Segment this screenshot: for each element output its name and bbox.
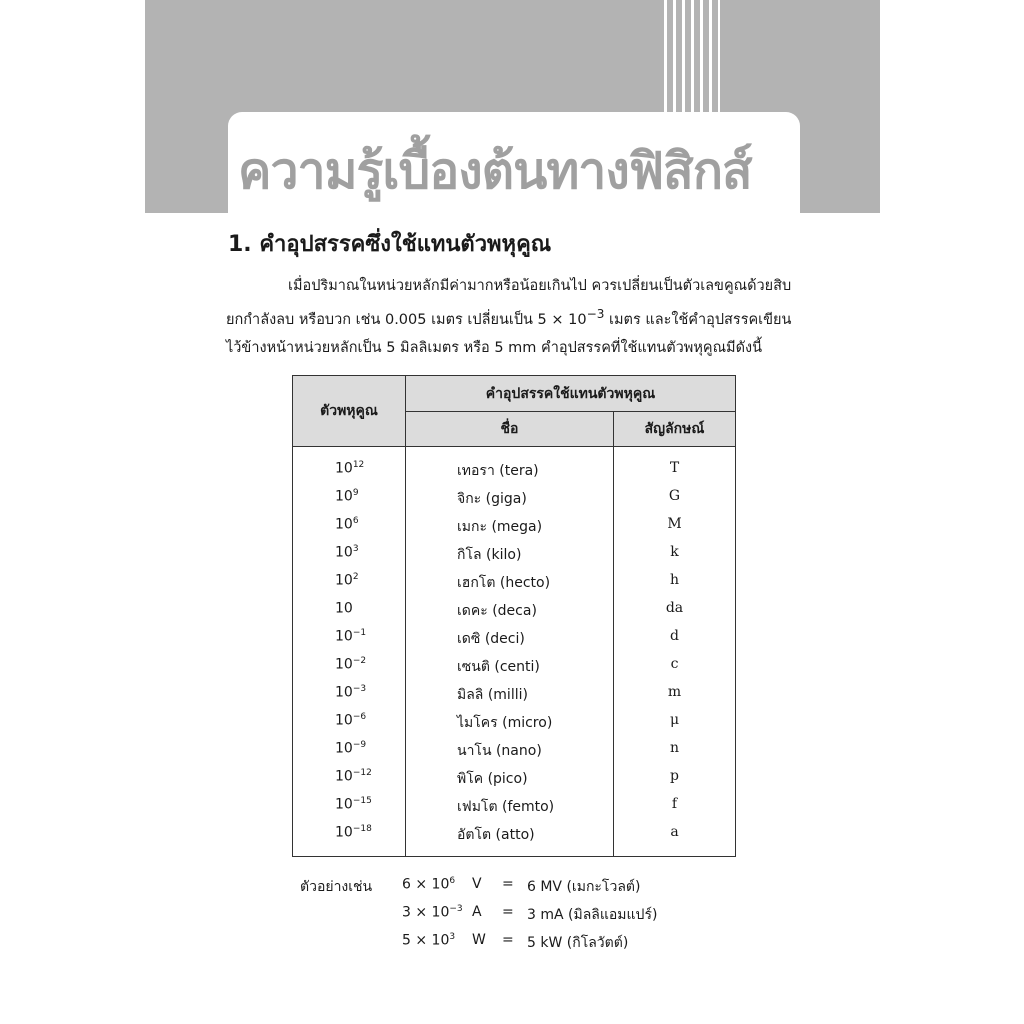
prefix-name-cell: เซนติ (centi) [457,659,540,675]
prefix-name-cell: เฟมโต (femto) [457,799,555,815]
example-unit: W [472,932,486,948]
factor-base: 10 [335,768,353,785]
factor-cell [335,740,366,757]
example-value-exponent: 3 [449,932,456,942]
factor-base: 10 [335,824,353,841]
example-unit: A [472,904,482,920]
example-equals: = [502,876,514,892]
factor-exponent: −6 [352,712,367,722]
prefix-name-cell: อัตโต (atto) [457,827,535,843]
factor-exponent: −1 [352,628,367,638]
factor-base: 10 [335,488,353,505]
prefix-symbol-cell: T [669,460,680,476]
factor-exponent: 3 [352,544,359,554]
example-value [402,932,455,949]
factor-cell [335,768,372,785]
example-value [402,904,463,921]
prefix-name-cell: จิกะ (giga) [457,491,527,507]
prefix-symbol-cell: h [669,572,680,588]
factor-exponent: −2 [352,656,367,666]
factor-exponent: −3 [352,684,367,694]
chapter-title: ความรู้เบื้องต้นทางฟิสิกส์ [238,142,752,200]
factor-base: 10 [335,544,353,561]
factor-cell [335,460,364,477]
example-value-base: 5 × 10 [402,932,450,949]
example-value-exponent: −3 [449,904,463,914]
example-result: 6 MV (เมกะโวลต์) [527,879,641,895]
factor-cell [335,656,366,673]
table-row [293,654,735,682]
prefix-symbol-cell: a [670,824,679,840]
example-value-base: 3 × 10 [402,904,450,921]
table-row [293,794,735,822]
factor-exponent: −15 [352,796,372,806]
prefix-name-cell: ไมโคร (micro) [457,715,553,731]
table-row [293,766,735,794]
table-body [293,458,735,850]
factor-base: 10 [335,712,353,729]
prefix-name-cell: พิโค (pico) [457,771,528,787]
factor-cell [335,712,366,729]
table-row [293,458,735,486]
factor-base: 10 [335,656,353,673]
factor-cell [335,796,372,813]
prefix-symbol-cell: d [670,628,679,644]
header-name: ชื่อ [406,412,614,447]
factor-cell [335,488,359,505]
table-row [293,822,735,850]
example-value-exponent: 6 [449,876,456,886]
example-value-base: 6 × 10 [402,876,450,893]
prefix-symbol-cell: G [668,488,681,504]
intro-paragraph [226,272,804,362]
header-prefix: คำอุปสรรคใช้แทนตัวพหุคูณ [406,376,735,412]
example-equals: = [502,904,514,920]
table-row [293,682,735,710]
example-result: 5 kW (กิโลวัตต์) [527,935,629,951]
factor-cell [335,628,366,645]
intro-line-3: ไว้ข้างหน้าหน่วยหลักเป็น 5 มิลลิเมตร หรือ 5 mm คำอุปสรรคที่ใช้แทนตัวพหุคูณมีดังนี้ [226,339,763,356]
prefix-symbol-cell: c [670,656,679,672]
header-symbol: สัญลักษณ์ [614,412,735,447]
prefix-name-cell: กิโล (kilo) [457,547,522,563]
table-row [293,542,735,570]
example-equals: = [502,932,514,948]
prefix-symbol-cell: p [670,768,679,784]
factor-base: 10 [335,572,353,589]
prefix-symbol-cell: da [665,600,684,616]
table-row [293,486,735,514]
table-row [293,626,735,654]
factor-base: 10 [335,460,353,477]
factor-exponent: 2 [352,572,359,582]
header-factor: ตัวพหุคูณ [293,376,406,447]
prefix-name-cell: เฮกโต (hecto) [457,575,551,591]
table-row [293,514,735,542]
table-row [293,570,735,598]
prefix-symbol-cell: m [667,684,682,700]
factor-exponent: −9 [352,740,367,750]
examples-label: ตัวอย่างเช่น [300,879,373,895]
example-unit: V [472,876,482,892]
factor-cell [335,824,372,841]
factor-exponent: −12 [352,768,372,778]
factor-exponent: 12 [352,460,365,470]
factor-base: 10 [335,516,353,533]
prefix-name-cell: เมกะ (mega) [457,519,543,535]
factor-base: 10 [335,684,353,701]
factor-cell [335,572,359,589]
table-row [293,598,735,626]
factor-exponent: 9 [352,488,359,498]
intro-line-1: เมื่อปริมาณในหน่วยหลักมีค่ามากหรือน้อยเกินไป ควรเปลี่ยนเป็นตัวเลขคูณด้วยสิบ [288,278,792,294]
factor-cell [335,684,366,701]
prefix-symbol-cell: n [669,740,680,756]
factor-cell [335,516,359,533]
table-row [293,710,735,738]
prefix-name-cell: เดซิ (deci) [457,631,525,647]
factor-cell [335,544,359,561]
banner-stripes [664,0,720,116]
factor-base: 10 [335,740,353,757]
factor-base: 10 [335,628,353,645]
factor-base: 10 [335,796,353,813]
example-result: 3 mA (มิลลิแอมแปร์) [527,907,658,923]
prefix-name-cell: เทอรา (tera) [457,463,539,479]
prefix-symbol-cell: f [671,796,678,812]
section-heading: 1. คำอุปสรรคซึ่งใช้แทนตัวพหุคูณ [228,232,552,257]
prefix-table [292,375,736,857]
prefix-name-cell: นาโน (nano) [457,743,542,759]
factor-exponent: −18 [352,824,372,834]
prefix-symbol-cell: μ [669,712,680,728]
prefix-name-cell: เดคะ (deca) [457,603,537,619]
example-value [402,876,455,893]
prefix-symbol-cell: M [667,516,682,532]
table-row [293,738,735,766]
prefix-symbol-cell: k [670,544,679,560]
factor-base: 10 [335,600,353,617]
factor-cell [335,600,353,617]
prefix-name-cell: มิลลิ (milli) [457,687,528,703]
factor-exponent: 6 [352,516,359,526]
intro-line-2: ยกกำลังลบ หรือบวก เช่น 0.005 เมตร เปลี่ยนเป็น $5 \times 10^{-3}$ เมตร และใช้คำอุปสรรคเขียน [226,307,792,328]
